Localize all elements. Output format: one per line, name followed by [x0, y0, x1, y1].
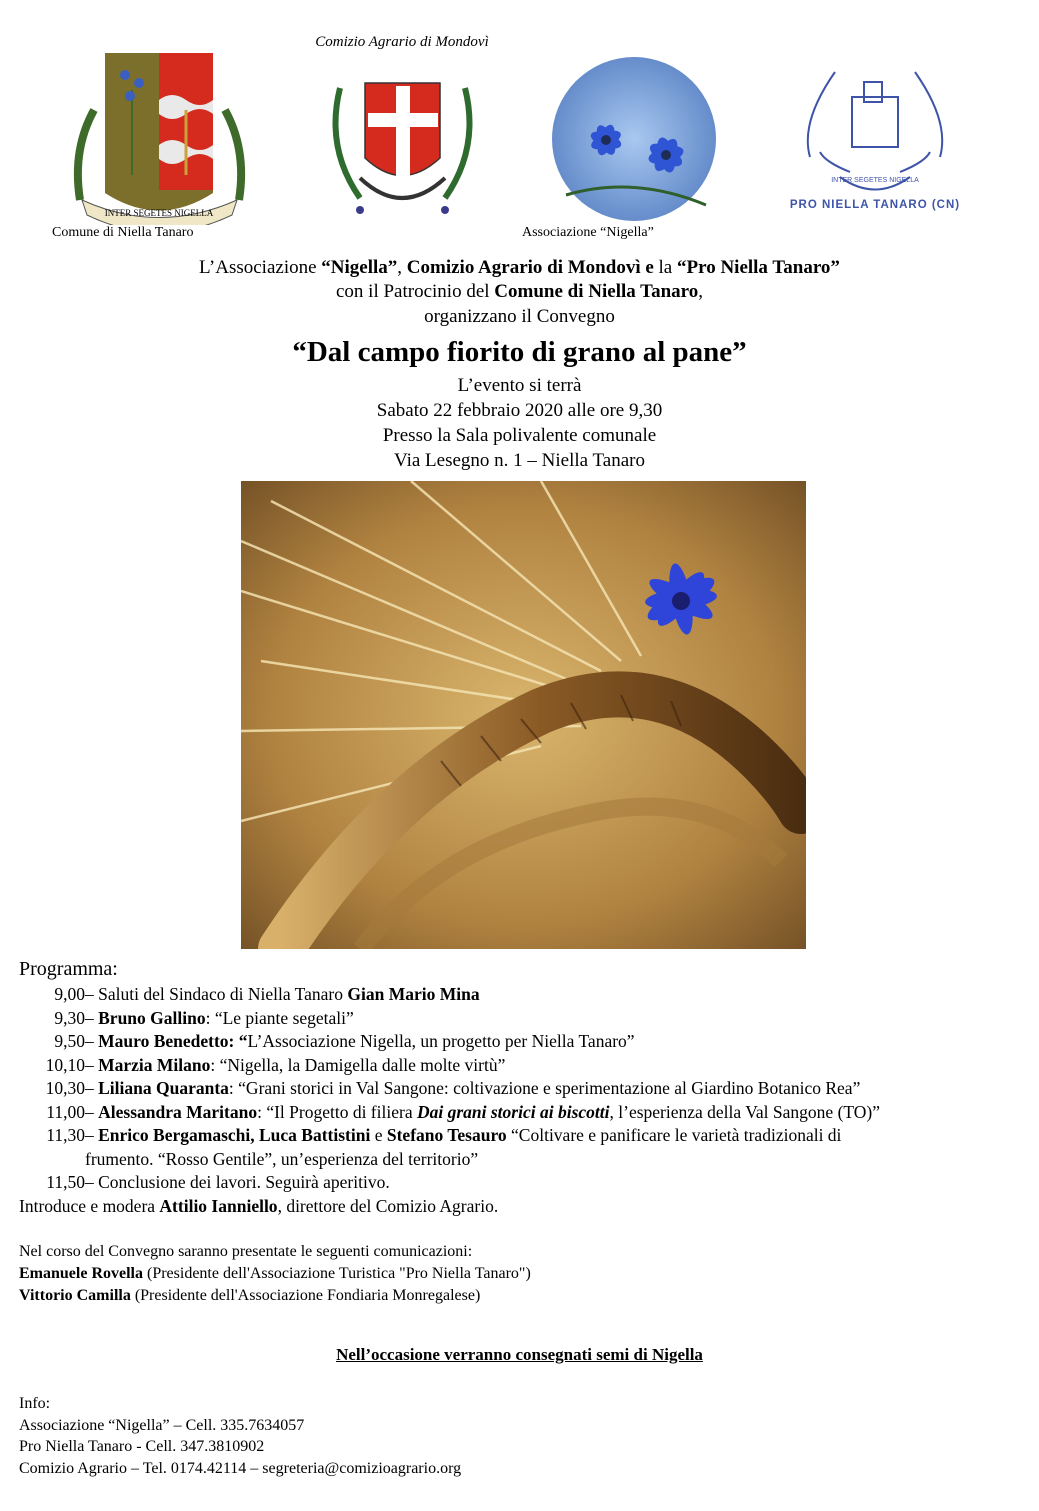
- info-heading: Info:: [19, 1395, 51, 1412]
- svg-text:INTER SEGETES NIGELLA: INTER SEGETES NIGELLA: [831, 177, 919, 184]
- program-item: 9,30 – Bruno Gallino: “Le piante segetali”: [54, 1007, 354, 1028]
- program-item: 10,30 – Liliana Quaranta: “Grani storici in Val Sangone: coltivazione e sperimentazione al Giardino Botanico Rea”: [45, 1078, 861, 1098]
- event-line-1: L’evento si terrà: [457, 375, 582, 396]
- event-venue: Presso la Sala polivalente comunale: [382, 425, 657, 446]
- pro-niella-tanaro-logo: [780, 62, 970, 222]
- program-item: 9,50 – Mauro Benedetto: “L’Associazione Nigella, un progetto per Niella Tanaro”: [54, 1031, 635, 1051]
- program-item: 11,50 – Conclusione dei lavori. Seguirà aperitivo.: [46, 1172, 390, 1192]
- communication-item: Vittorio Camilla (Presidente dell'Associazione Fondiaria Monregalese): [19, 1287, 481, 1304]
- wheat-cornflower-photo: [241, 481, 806, 949]
- svg-text:INTER SEGETES NIGELLA: INTER SEGETES NIGELLA: [104, 208, 214, 218]
- communications-intro: Nel corso del Convegno saranno presentate le seguenti comunicazioni:: [19, 1243, 473, 1260]
- program-item: 10,10 – Marzia Milano: “Nigella, la Damigella dalle molte virtù”: [45, 1054, 506, 1075]
- moderator-line: Introduce e modera Attilio Ianniello, direttore del Comizio Agrario.: [19, 1195, 499, 1216]
- program-item: 11,00 – Alessandra Maritano: “Il Progetto di filiera Dai grani storici ai biscotti, l’esperienza della Val Sangone (TO)”: [46, 1101, 880, 1122]
- intro-line-3: organizzano il Convegno: [424, 306, 615, 327]
- svg-text:PRO NIELLA TANARO (CN): PRO NIELLA TANARO (CN): [789, 199, 961, 211]
- seeds-note: Nell’occasione verranno consegnati semi di Nigella: [336, 1345, 703, 1364]
- caption-associazione: Associazione “Nigella”: [522, 225, 654, 240]
- info-block: [19, 1393, 461, 1479]
- program-item: 9,00 – Saluti del Sindaco di Niella Tanaro Gian Mario Mina: [54, 984, 480, 1004]
- communications: [19, 1241, 531, 1307]
- programma-heading: Programma:: [19, 958, 118, 980]
- nigella-flower-logo: [546, 55, 721, 223]
- caption-comune: Comune di Niella Tanaro: [52, 225, 194, 240]
- info-line: Associazione “Nigella” – Cell. 335.7634057: [19, 1416, 305, 1434]
- program-item-continuation: frumento. “Rosso Gentile”, un’esperienza del territorio”: [85, 1148, 479, 1169]
- programma-list: [19, 983, 1029, 1218]
- comune-coat-of-arms-logo: [72, 50, 247, 225]
- program-item: 11,30 – Enrico Bergamaschi, Luca Battistini e Stefano Tesauro “Coltivare e panificare le varietà tradizionali di: [46, 1125, 842, 1145]
- event-date: Sabato 22 febbraio 2020 alle ore 9,30: [376, 400, 663, 421]
- event-address: Via Lesegno n. 1 – Niella Tanaro: [394, 450, 645, 471]
- info-line: Pro Niella Tanaro - Cell. 347.3810902: [19, 1438, 265, 1455]
- comizio-agrario-logo: [300, 28, 505, 223]
- event-title: “Dal campo fiorito di grano al pane”: [292, 336, 747, 368]
- communication-item: Emanuele Rovella (Presidente dell'Associazione Turistica "Pro Niella Tanaro"): [19, 1265, 531, 1282]
- info-line: Comizio Agrario – Tel. 0174.42114 – segreteria@comizioagrario.org: [19, 1459, 462, 1477]
- intro-line-1: L’Associazione “Nigella”, Comizio Agrario di Mondovì e la “Pro Niella Tanaro”: [199, 257, 840, 278]
- intro-line-2: con il Patrocinio del Comune di Niella Tanaro,: [335, 281, 703, 302]
- svg-text:Comizio Agrario di Mondovì: Comizio Agrario di Mondovì: [315, 34, 489, 50]
